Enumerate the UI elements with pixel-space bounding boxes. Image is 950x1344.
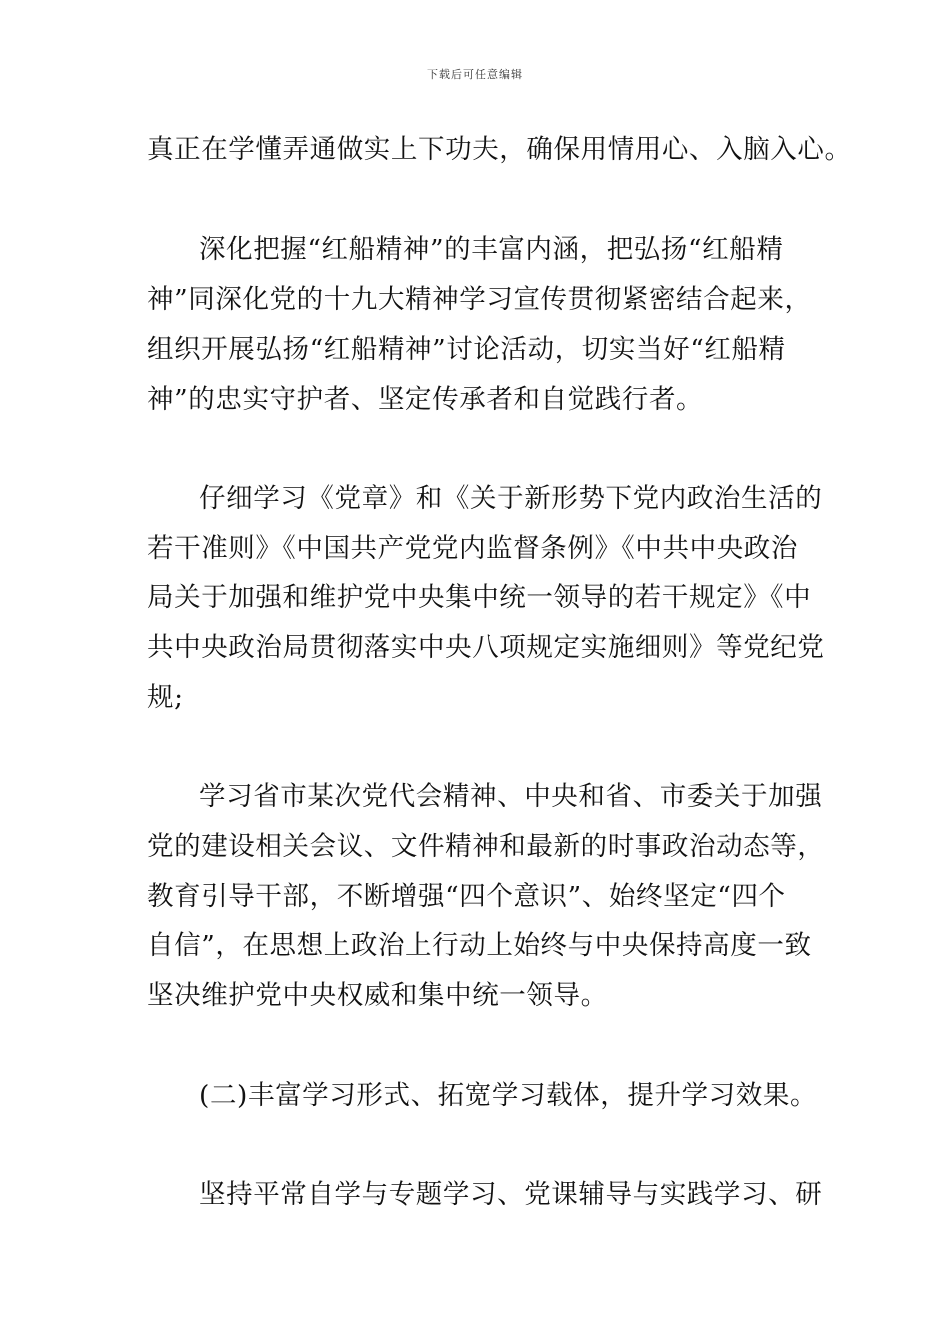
text-line: 真正在学懂弄通做实上下功夫，确保用情用心、入脑入心。	[147, 134, 852, 165]
text-line: 神”同深化党的十九大精神学习宣传贯彻紧密结合起来，	[147, 284, 812, 315]
text-line: 若干准则》《中国共产党党内监督条例》《中共中央政治	[147, 533, 798, 564]
text-line: 局关于加强和维护党中央集中统一领导的若干规定》《中	[147, 582, 812, 613]
text-line: 坚决维护党中央权威和集中统一领导。	[147, 980, 608, 1011]
text-line: 坚持平常自学与专题学习、党课辅导与实践学习、研	[199, 1179, 823, 1210]
text-line: 共中央政治局贯彻落实中央八项规定实施细则》等党纪党	[147, 632, 825, 663]
text-line: 神”的忠实守护者、坚定传承者和自觉践行者。	[147, 384, 704, 415]
header-note: 下载后可任意编辑	[427, 68, 523, 81]
text-line: 党的建设相关会议、文件精神和最新的时事政治动态等，	[147, 831, 825, 862]
text-line: 规;	[147, 682, 184, 713]
text-line: 学习省市某次党代会精神、中央和省、市委关于加强	[199, 781, 823, 812]
text-line: 教育引导干部，不断增强“四个意识”、始终坚定“四个	[147, 881, 786, 912]
text-line: 自信”，在思想上政治上行动上始终与中央保持高度一致	[147, 930, 812, 961]
text-line: 深化把握“红船精神”的丰富内涵，把弘扬“红船精	[199, 234, 784, 265]
text-line: 仔细学习《党章》和《关于新形势下党内政治生活的	[199, 483, 823, 514]
text-line: 组织开展弘扬“红船精神”讨论活动，切实当好“红船精	[147, 334, 786, 365]
section-heading: (二)丰富学习形式、拓宽学习载体，提升学习效果。	[199, 1080, 818, 1111]
